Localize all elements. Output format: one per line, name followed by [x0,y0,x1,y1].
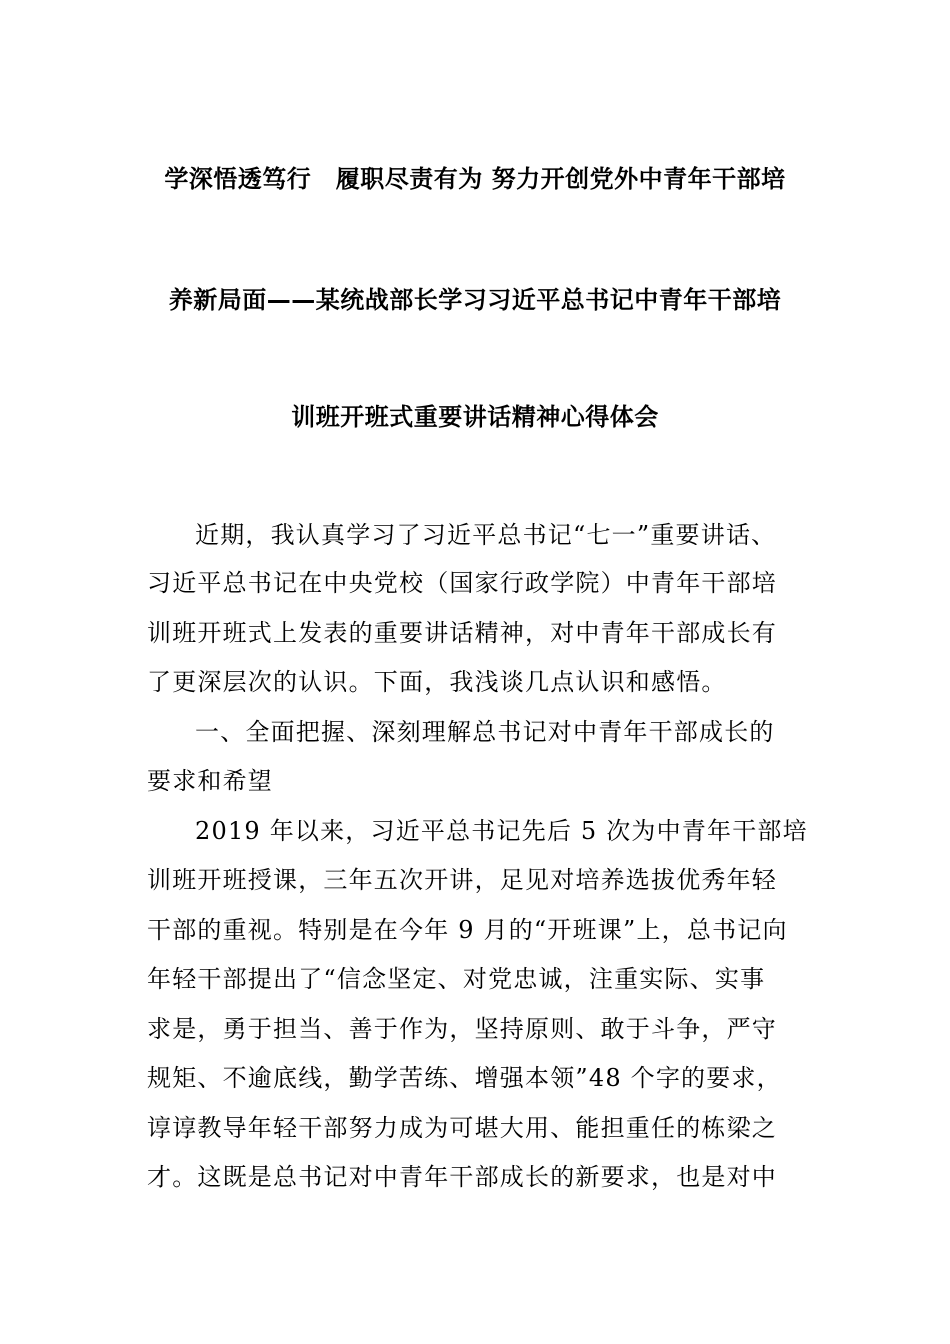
document-title-line-1: 学深悟透笃行 履职尽责有为 努力开创党外中青年干部培 [164,165,786,193]
body-line: 近期，我认真学习了习近平总书记“七一”重要讲话、 [195,521,777,549]
section-heading-line: 要求和希望 [147,767,273,795]
body-line: 谆谆教导年轻干部努力成为可堪大用、能担重任的栋梁之 [147,1114,777,1142]
body-line: 才。这既是总书记对中青年干部成长的新要求，也是对中 [147,1163,777,1191]
body-line: 规矩、不逾底线，勤学苦练、增强本领”48 个字的要求， [147,1064,782,1092]
document-title-line-3: 训班开班式重要讲话精神心得体会 [291,403,659,431]
body-line: 习近平总书记在中央党校（国家行政学院）中青年干部培 [147,569,777,597]
body-line: 干部的重视。特别是在今年 9 月的“开班课”上，总书记向 [147,916,788,944]
body-line: 训班开班式上发表的重要讲话精神，对中青年干部成长有 [147,619,777,647]
body-line: 训班开班授课，三年五次开讲，足见对培养选拔优秀年轻 [147,866,777,894]
body-line: 求是，勇于担当、善于作为，坚持原则、敢于斗争，严守 [147,1015,777,1043]
body-line: 了更深层次的认识。下面，我浅谈几点认识和感悟。 [147,668,727,696]
section-heading-line: 一、全面把握、深刻理解总书记对中青年干部成长的 [195,718,775,746]
document-title-line-2: 养新局面——某统战部长学习习近平总书记中青年干部培 [168,286,782,314]
body-line: 年轻干部提出了“信念坚定、对党忠诚，注重实际、实事 [147,965,766,993]
body-line: 2019 年以来，习近平总书记先后 5 次为中青年干部培 [195,817,808,845]
